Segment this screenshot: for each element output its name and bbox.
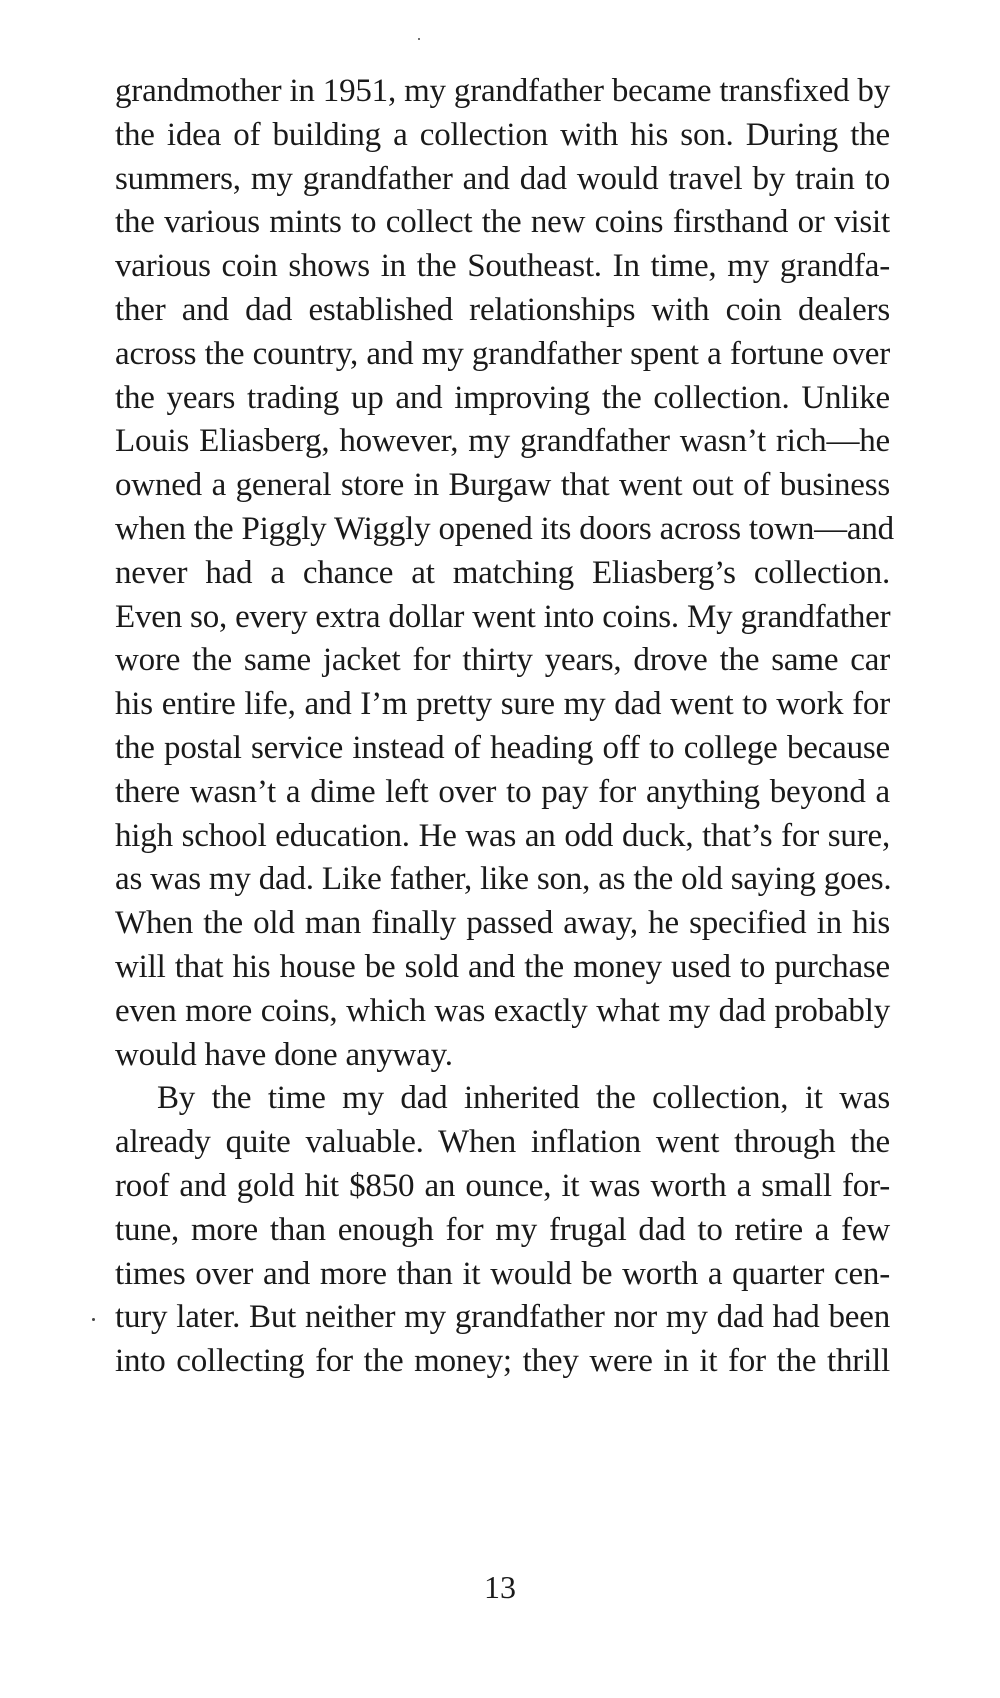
text-line: various coin shows in the Southeast. In time, my grandfa- xyxy=(115,248,890,285)
text-line: as was my dad. Like father, like son, as the old saying goes. xyxy=(115,861,892,898)
text-line: owned a general store in Burgaw that went out of business xyxy=(115,467,890,504)
text-line: the years trading up and improving the collection. Unlike xyxy=(115,379,890,416)
text-line: already quite valuable. When inflation went through the xyxy=(115,1124,890,1161)
text-line: into collecting for the money; they were in it for the thrill xyxy=(115,1343,890,1380)
text-line: even more coins, which was exactly what my dad probably xyxy=(115,992,890,1029)
text-line: high school education. He was an odd duck, that’s for sure, xyxy=(115,817,890,854)
page-number: 13 xyxy=(484,1569,516,1605)
text-line: his entire life, and I’m pretty sure my dad went to work for xyxy=(115,686,890,723)
text-line: there wasn’t a dime left over to pay for anything beyond a xyxy=(115,773,890,810)
text-line: grandmother in 1951, my grandfather became transfixed by xyxy=(115,73,891,109)
scan-speck xyxy=(92,1318,95,1321)
text-line: ther and dad established relationships with coin dealers xyxy=(115,291,890,328)
text-line: Louis Eliasberg, however, my grandfather wasn’t rich—he xyxy=(115,423,890,460)
scan-speck xyxy=(418,38,420,40)
paragraph-2 xyxy=(115,1077,890,1384)
body-text xyxy=(115,70,894,1384)
text-line: tune, more than enough for my frugal dad to retire a few xyxy=(115,1211,890,1248)
text-line: tury later. But neither my grandfather nor my dad had been xyxy=(115,1299,890,1336)
text-line: times over and more than it would be worth a quarter cen- xyxy=(115,1255,890,1292)
text-line: When the old man finally passed away, he specified in his xyxy=(115,905,890,942)
text-line: never had a chance at matching Eliasberg’s collection. xyxy=(115,554,890,591)
text-line: summers, my grandfather and dad would travel by train to xyxy=(115,160,890,197)
text-line: would have done anyway. xyxy=(115,1036,453,1073)
text-line: By the time my dad inherited the collection, it was xyxy=(157,1080,890,1117)
text-line: roof and gold hit $850 an ounce, it was worth a small for- xyxy=(115,1167,890,1204)
text-line: the various mints to collect the new coins firsthand or visit xyxy=(115,204,890,241)
text-line: the postal service instead of heading off to college because xyxy=(115,729,890,766)
text-line: the idea of building a collection with his son. During the xyxy=(115,116,890,153)
text-line: across the country, and my grandfather spent a fortune over xyxy=(115,335,890,372)
paragraph-1 xyxy=(115,70,894,1077)
text-line: will that his house be sold and the money used to purchase xyxy=(115,948,890,985)
text-line: when the Piggly Wiggly opened its doors across town—and xyxy=(115,510,894,547)
text-line: wore the same jacket for thirty years, drove the same car xyxy=(115,642,890,679)
text-line: Even so, every extra dollar went into coins. My grandfather xyxy=(115,598,891,635)
